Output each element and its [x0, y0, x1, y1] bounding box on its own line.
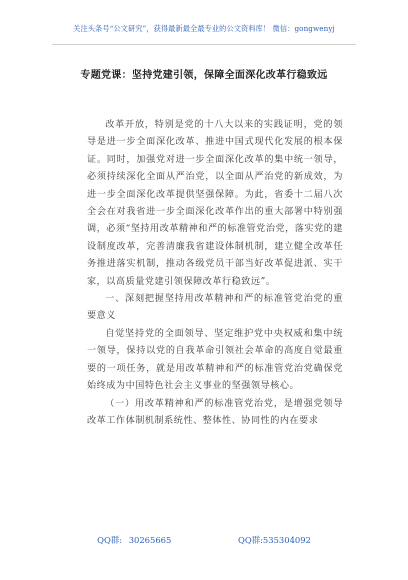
footer-qq-group-2: QQ群:535304092 [238, 535, 311, 545]
document-body [87, 117, 343, 430]
footer-contact [0, 534, 408, 546]
header-divider [52, 44, 356, 45]
document-title: 专题党课：坚持党建引领，保障全面深化改革行稳致远 [80, 70, 328, 81]
header-banner: 关注头条号“公文研究”，获得最新最全最专业的公文资料库！ 微信：gongwenyj [73, 24, 335, 33]
subsection-heading-1: （一）用改革精神和严的标准管党治党，是增强党领导改革工作体制机制系统性、整体性、协同性的内在要求 [87, 398, 343, 426]
intro-paragraph: 改革开放，特别是党的十八大以来的实践证明，党的领导是进一步全面深化改革、推进中国式现代化发展的根本保证。同时，加强党对进一步全面深化改革的集中统一领导，必须持续深化全面从严治党，以全面从严治党的新成效，为进一步全面深化改革提供坚强保障。为此，省委十二届八次全会在对我省进一步全面深化改革作出的重大部署中特别强调，必须“坚持用改革精神和严的标准管党治党，落实党的建设制度改革，完善清廉我省建设体制机制，建立健全改革任务推进落实机制，推动各级党员干部当好改革促进派、实干家，以高质量党建引领保障改革行稳致远”。 [87, 120, 343, 287]
footer-qq-group-1: QQ群: 30265665 [97, 535, 172, 545]
section-paragraph-1: 自觉坚持党的全面领导、坚定维护党中央权威和集中统一领导，保持以党的自我革命引领社会革命的高度自觉最重要的一项任务，就是用改革精神和严的标准管党治党确保党始终成为中国特色社会主义事业的坚强领导核心。 [87, 328, 343, 392]
section-heading-1: 一、深刻把握坚持用改革精神和严的标准管党治党的重要意义 [87, 294, 343, 322]
